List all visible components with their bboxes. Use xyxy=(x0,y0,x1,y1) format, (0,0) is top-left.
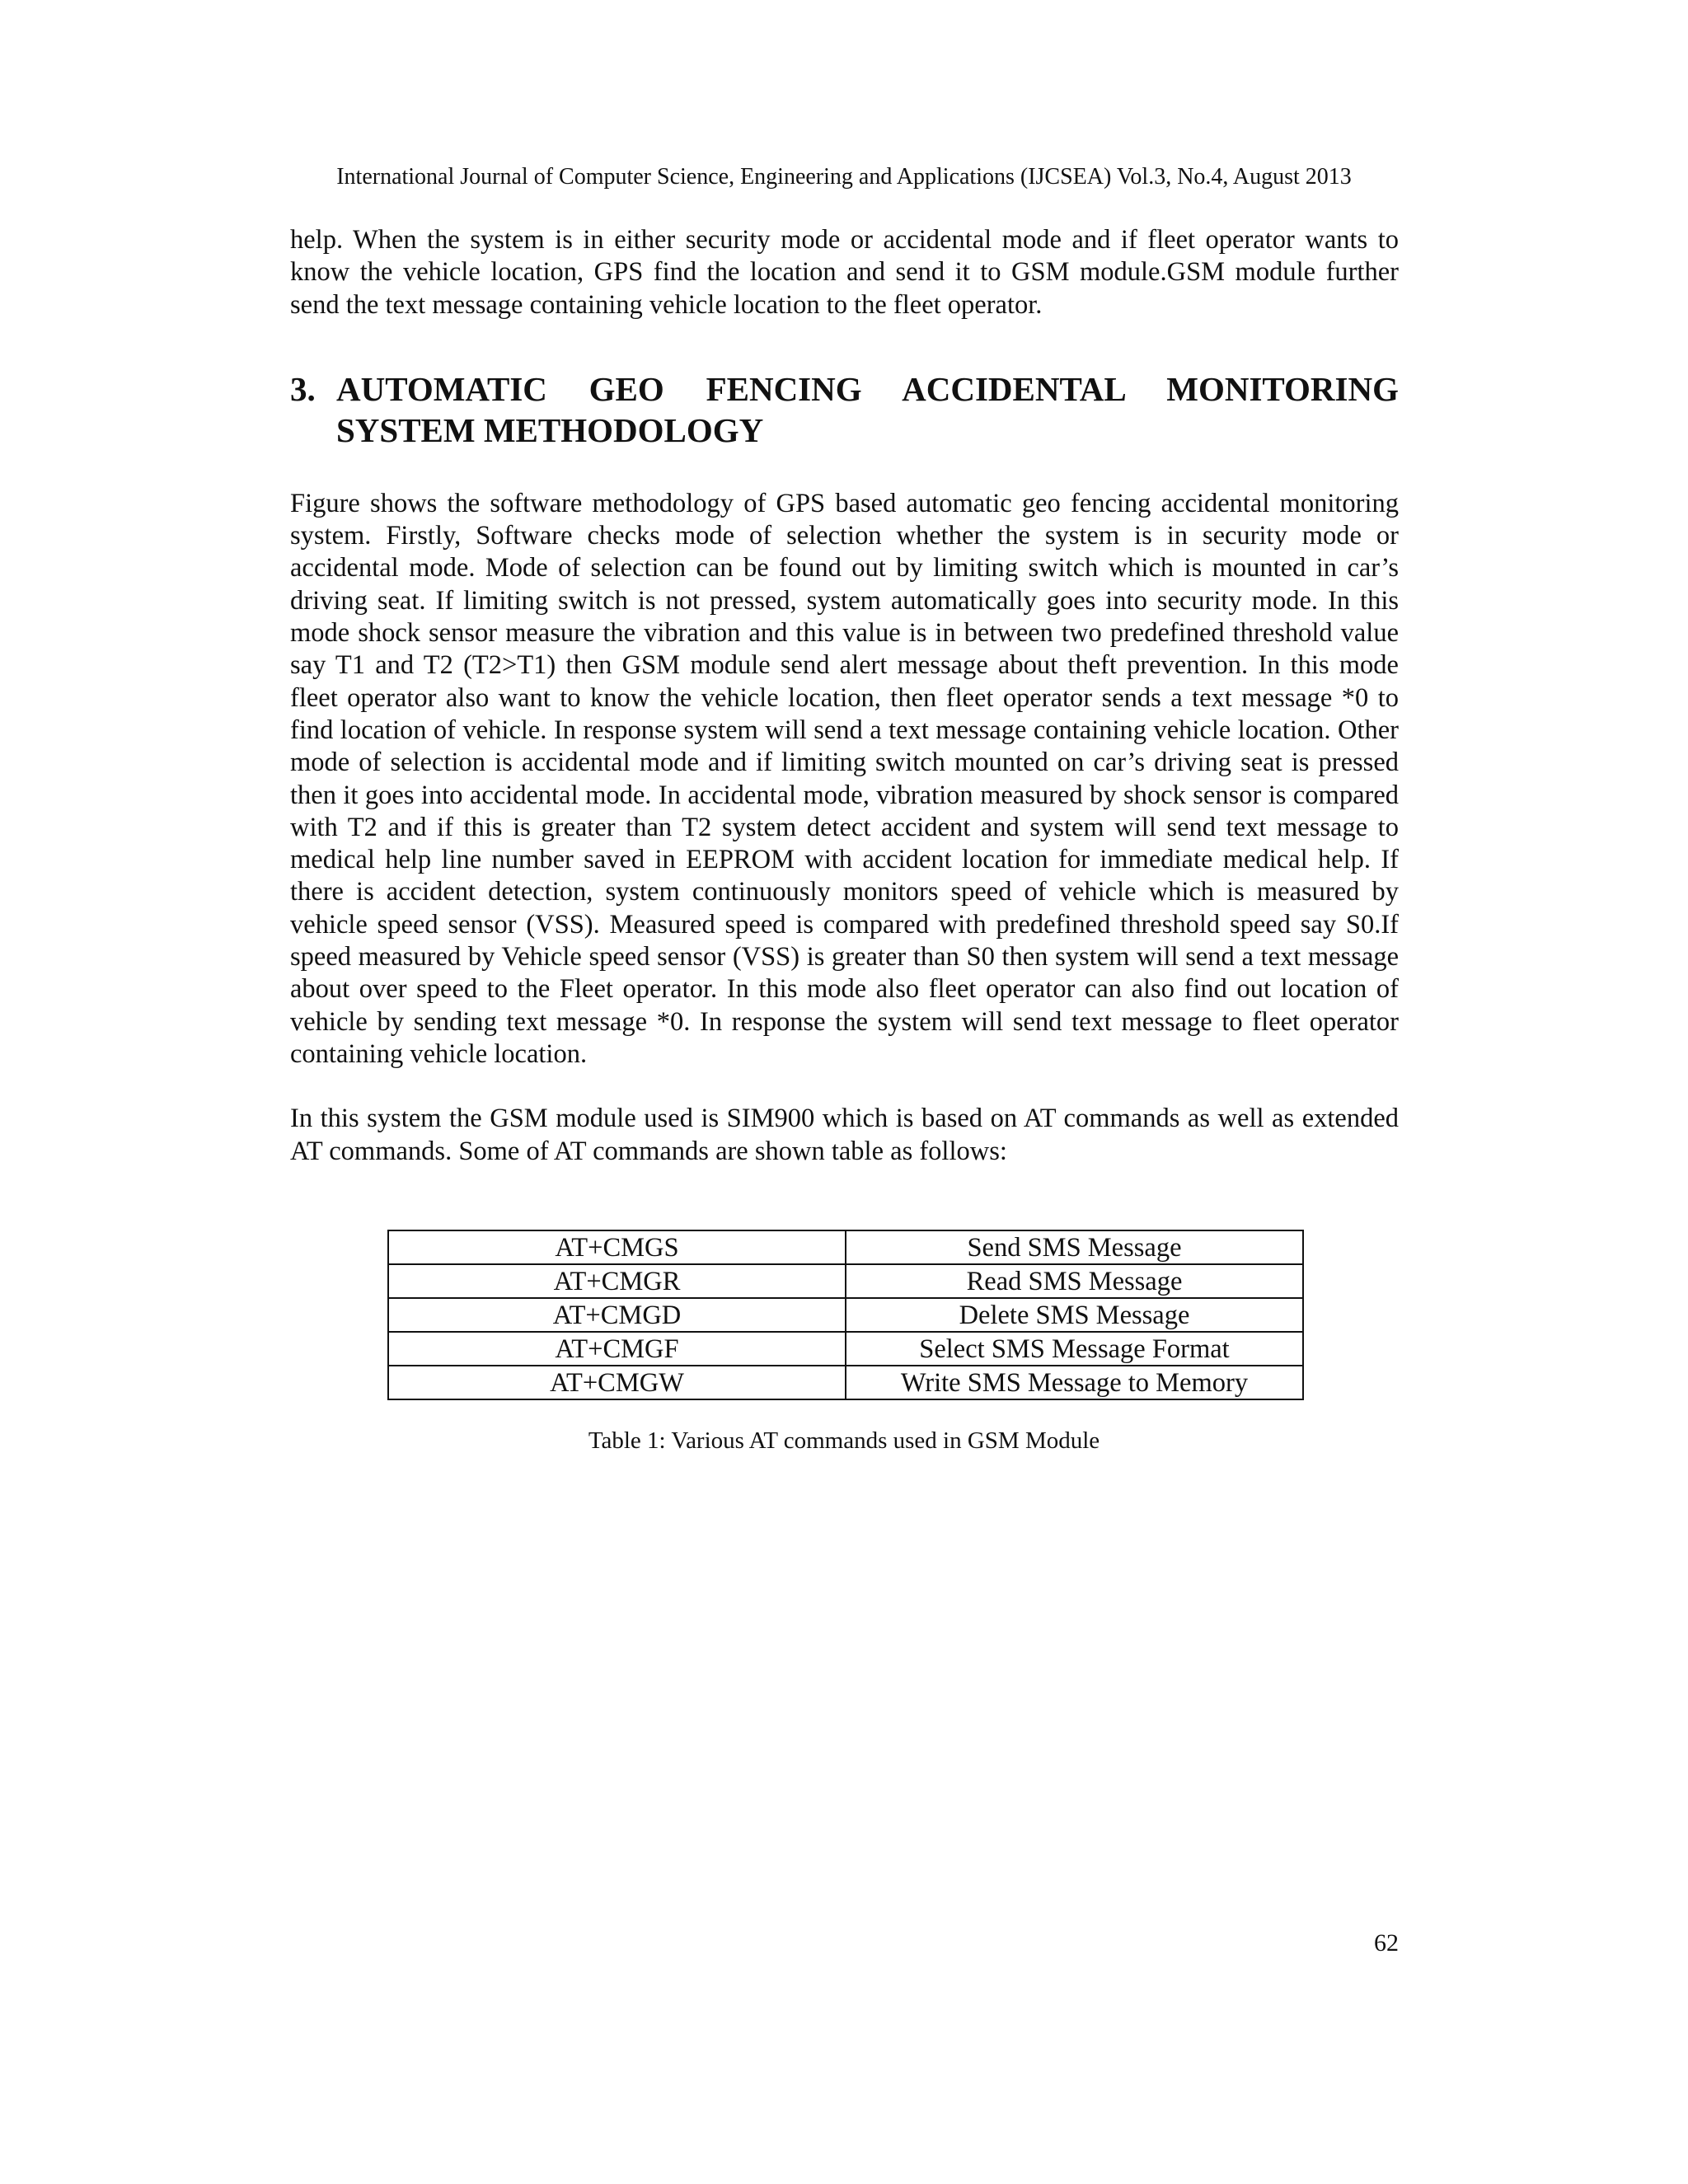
at-commands-table-container xyxy=(387,1230,1302,1400)
description-cell: Send SMS Message xyxy=(846,1230,1303,1264)
command-cell: AT+CMGS xyxy=(388,1230,846,1264)
intro-paragraph: help. When the system is in either security mode or accidental mode and if fleet operator wants to know the vehicle location, GPS find the location and send it to GSM module.GSM module further send the text message containing vehicle location to the fleet operator. xyxy=(290,225,1399,320)
section-number: 3. xyxy=(290,369,316,408)
main-content xyxy=(290,224,1399,1168)
at-commands-table xyxy=(387,1230,1304,1400)
command-cell: AT+CMGR xyxy=(388,1264,846,1298)
command-cell: AT+CMGF xyxy=(388,1332,846,1366)
running-header: International Journal of Computer Science, Engineering and Applications (IJCSEA) Vol.3, No.4, August 2013 xyxy=(336,164,1352,190)
gsm-module-paragraph: In this system the GSM module used is SIM900 which is based on AT commands as well as extended AT commands. Some of AT commands are shown table as follows: xyxy=(290,1104,1399,1166)
description-cell: Select SMS Message Format xyxy=(846,1332,1303,1366)
description-cell: Read SMS Message xyxy=(846,1264,1303,1298)
page-number: 62 xyxy=(1374,1929,1399,1957)
table-row xyxy=(388,1298,1303,1332)
section-heading xyxy=(290,368,1399,451)
table-caption: Table 1: Various AT commands used in GSM Module xyxy=(588,1427,1100,1454)
methodology-paragraph: Figure shows the software methodology of GPS based automatic geo fencing accidental monitoring system. Firstly, Software checks mode of selection whether the system is in security mode or accidental mode. Mode of selection can be found out by limiting switch which is mounted in car’s driving seat. If limiting switch is not pressed, system automatically goes into security mode. In this mode shock sensor measure the vibration and this value is in between two predefined threshold value say T1 and T2 (T2>T1) then GSM module send alert message about theft prevention. In this mode fleet operator also want to know the vehicle location, then fleet operator sends a text message *0 to find location of vehicle. In response system will send a text message containing vehicle location. Other mode of selection is accidental mode and if limiting switch mounted on car’s driving seat is pressed then it goes into accidental mode. In accidental mode, vibration measured by shock sensor is compared with T2 and if this is greater than T2 system detect accident and system will send text message to medical help line number saved in EEPROM with accident location for immediate medical help. If there is accident detection, system continuously monitors speed of vehicle which is measured by vehicle speed sensor (VSS). Measured speed is compared with predefined threshold speed say S0.If speed measured by Vehicle speed sensor (VSS) is greater than S0 then system will send a text message about over speed to the Fleet operator. In this mode also fleet operator can also find out location of vehicle by sending text message *0. In response the system will send text message to fleet operator containing vehicle location. xyxy=(290,488,1399,1069)
table-row xyxy=(388,1332,1303,1366)
description-cell: Write SMS Message to Memory xyxy=(846,1366,1303,1399)
description-cell: Delete SMS Message xyxy=(846,1298,1303,1332)
section-title: AUTOMATIC GEO FENCING ACCIDENTAL MONITORING SYSTEM METHODOLOGY xyxy=(336,369,1399,449)
table-row xyxy=(388,1366,1303,1399)
table-row xyxy=(388,1264,1303,1298)
command-cell: AT+CMGD xyxy=(388,1298,846,1332)
command-cell: AT+CMGW xyxy=(388,1366,846,1399)
table-row xyxy=(388,1230,1303,1264)
